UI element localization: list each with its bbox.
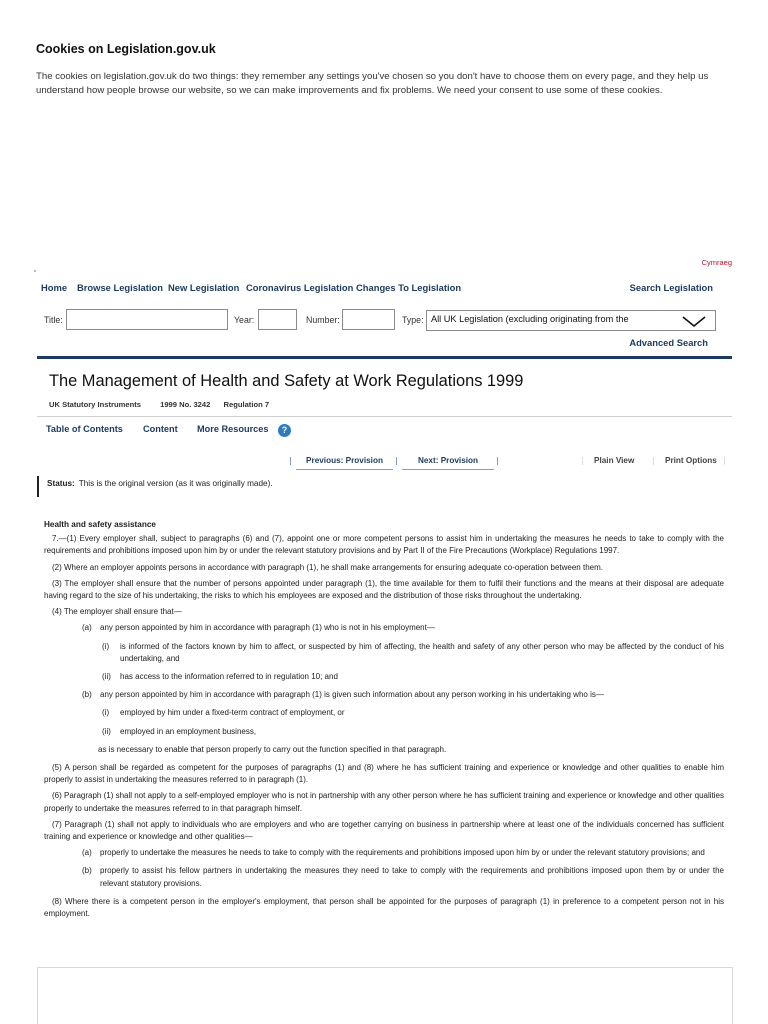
paragraph-5: (5) A person shall be regarded as competent for the purposes of paragraphs (1) and (8) where he has sufficient training and experience or knowledge and other qualities to enable him properly to assist in undertaking the measures referred to in paragraph (1). bbox=[44, 763, 724, 785]
sub-sub-paragraph bbox=[44, 707, 724, 719]
status-text: This is the original version (as it was originally made). bbox=[78, 479, 273, 488]
print-options-button[interactable]: Print Options bbox=[665, 456, 717, 465]
sub-paragraph-text: any person appointed by him in accordance with paragraph (1) is given such information about any person working in his undertaking who is— bbox=[100, 690, 604, 700]
previous-provision-button[interactable]: Previous: Provision bbox=[296, 453, 393, 470]
number-input[interactable] bbox=[342, 309, 395, 330]
provision-heading: Health and safety assistance bbox=[44, 520, 156, 529]
paragraph-7: (7) Paragraph (1) shall not apply to individuals who are employers and who are together carrying on business in partnership where at least one of the individuals concerned has sufficient training and experience or knowledge and other qualities— bbox=[44, 819, 724, 842]
toolbar-separator bbox=[290, 457, 291, 465]
breadcrumb-item[interactable]: 1999 No. 3242 bbox=[160, 400, 211, 409]
sub-sub-paragraph-text: is informed of the factors known by him to affect, or suspected by him of affecting, the health and safety of any other person who may be affected by the conduct of his undertaking, and bbox=[120, 641, 724, 663]
status-label: Status: bbox=[47, 479, 75, 488]
title-input[interactable] bbox=[66, 309, 228, 330]
sub-sub-paragraph-text: employed in an employment business, bbox=[120, 726, 257, 736]
tab-table-of-contents[interactable]: Table of Contents bbox=[46, 424, 123, 434]
type-select[interactable] bbox=[426, 310, 716, 331]
sub-sub-paragraph-text: employed by him under a fixed-term contract of employment, or bbox=[120, 708, 345, 718]
sub-sub-paragraph-number: (i) bbox=[102, 641, 110, 651]
sub-paragraph-number: (a) bbox=[82, 848, 92, 858]
sub-sub-paragraph bbox=[44, 726, 724, 738]
sub-paragraph bbox=[44, 865, 724, 889]
type-label: Type: bbox=[402, 315, 424, 325]
nav-changes-to-legislation[interactable]: Changes To Legislation bbox=[356, 282, 462, 293]
sub-sub-paragraph bbox=[44, 641, 724, 665]
cookie-banner bbox=[36, 42, 736, 98]
nav-new-legislation[interactable]: New Legislation bbox=[168, 282, 240, 293]
breadcrumb-item: Regulation 7 bbox=[223, 400, 270, 409]
primary-nav bbox=[41, 282, 713, 296]
help-icon[interactable]: ? bbox=[278, 424, 291, 437]
sub-paragraph bbox=[44, 847, 724, 859]
cookie-banner-text: The cookies on legislation.gov.uk do two things: they remember any settings you've chosen so you don't have to choose them on every page, and they help us understand how people browse our website, so we can make improvements and fix problems. We need your consent to use some of these cookies. bbox=[36, 71, 709, 96]
sub-sub-paragraph-text: has access to the information referred to in regulation 10; and bbox=[120, 672, 338, 682]
breadcrumb bbox=[49, 400, 286, 409]
language-link-cymraeg[interactable]: Cymraeg bbox=[701, 258, 732, 267]
sub-sub-paragraph-number: (ii) bbox=[102, 726, 111, 736]
sub-paragraph-text: properly to assist his fellow partners in undertaking the measures they need to take to comply with the requirements and prohibitions imposed upon them by or under the relevant statutory provisions. bbox=[100, 866, 724, 888]
search-form bbox=[44, 309, 734, 333]
sub-sub-paragraph-number: (i) bbox=[102, 708, 110, 718]
plain-view-button[interactable]: Plain View bbox=[594, 456, 635, 465]
toolbar-separator bbox=[724, 457, 725, 465]
document-tabs bbox=[46, 424, 306, 440]
nav-home[interactable]: Home bbox=[41, 282, 68, 293]
paragraph-1: 7.—(1) Every employer shall, subject to paragraphs (6) and (7), appoint one or more competent persons to assist him in undertaking the measures he needs to take to comply with the requirements and prohibitions imposed upon him by or under the relevant statutory provisions and by Part II of the Fire Precautions (Workplace) Regulations 1997. bbox=[44, 534, 724, 556]
paragraph-3: (3) The employer shall ensure that the number of persons appointed under paragraph (1), the time available for them to fulfil their functions and the means at their disposal are adequate having regard to the size of his undertaking, the risks to which his employees are exposed and the distribution of those risks throughout the undertaking. bbox=[44, 578, 724, 601]
sub-paragraph-number: (b) bbox=[82, 690, 92, 700]
next-provision-button[interactable]: Next: Provision bbox=[402, 453, 494, 470]
paragraph-continuation: as is necessary to enable that person properly to carry out the function specified in that paragraph. bbox=[98, 744, 447, 754]
page-title: The Management of Health and Safety at Work Regulations 1999 bbox=[49, 372, 524, 390]
year-input[interactable] bbox=[258, 309, 297, 330]
paragraph-6: (6) Paragraph (1) shall not apply to a self-employed employer who is not in partnership with any other person where he has sufficient training and experience or knowledge and other qualities properly to undertake the measures referred to in that paragraph himself. bbox=[44, 791, 724, 813]
type-select-value: All UK Legislation (excluding originating from the bbox=[431, 314, 629, 324]
sub-paragraph bbox=[44, 689, 724, 701]
sub-paragraph-number: (a) bbox=[82, 623, 92, 633]
number-label: Number: bbox=[306, 315, 340, 325]
sub-paragraph-text: any person appointed by him in accordance with paragraph (1) who is not in his employment— bbox=[100, 623, 435, 633]
sub-paragraph bbox=[44, 622, 724, 634]
nav-coronavirus-legislation[interactable]: Coronavirus Legislation bbox=[246, 282, 354, 293]
sub-sub-paragraph-number: (ii) bbox=[102, 672, 111, 682]
chevron-down-icon bbox=[681, 315, 707, 328]
sub-sub-paragraph bbox=[44, 671, 724, 683]
year-label: Year: bbox=[234, 315, 255, 325]
paragraph-2: (2) Where an employer appoints persons in accordance with paragraph (1), he shall make arrangements for ensuring adequate co-operation between them. bbox=[52, 562, 603, 572]
tab-more-resources[interactable]: More Resources bbox=[197, 424, 269, 434]
provision-content bbox=[44, 519, 724, 924]
footer-panel bbox=[37, 967, 733, 1024]
nav-browse-legislation[interactable]: Browse Legislation bbox=[77, 282, 163, 293]
breadcrumb-item[interactable]: UK Statutory Instruments bbox=[49, 400, 141, 409]
paragraph-8: (8) Where there is a competent person in the employer's employment, that person shall be appointed for the purposes of paragraph (1) in preference to a competent person not in his employment. bbox=[44, 896, 724, 919]
cookie-banner-title: Cookies on Legislation.gov.uk bbox=[36, 42, 216, 56]
toolbar-separator bbox=[396, 457, 397, 465]
sub-paragraph-text: properly to undertake the measures he needs to take to comply with the requirements and prohibitions imposed upon him by or under the relevant statutory provisions; and bbox=[100, 848, 705, 858]
divider-dot bbox=[34, 270, 36, 272]
toolbar-separator bbox=[582, 457, 583, 465]
tab-content[interactable]: Content bbox=[143, 424, 178, 434]
toolbar-separator bbox=[653, 457, 654, 465]
nav-search-legislation[interactable]: Search Legislation bbox=[629, 282, 713, 293]
advanced-search-link[interactable]: Advanced Search bbox=[629, 337, 708, 348]
toolbar-separator bbox=[497, 457, 498, 465]
header-divider bbox=[37, 356, 732, 359]
sub-paragraph-number: (b) bbox=[82, 866, 92, 876]
status-note bbox=[37, 476, 273, 497]
title-label: Title: bbox=[44, 315, 63, 325]
paragraph-4: (4) The employer shall ensure that— bbox=[52, 607, 182, 617]
title-divider bbox=[37, 416, 732, 417]
